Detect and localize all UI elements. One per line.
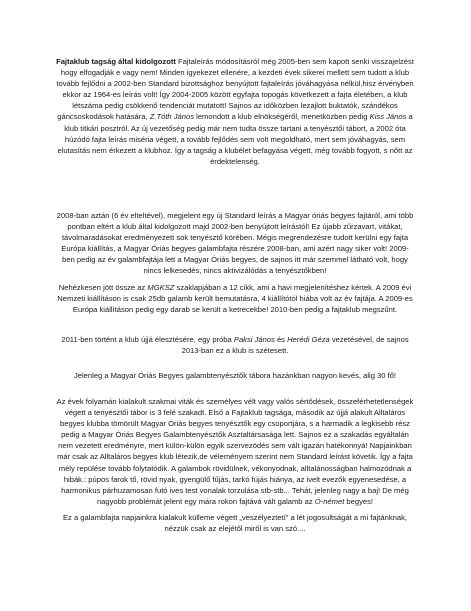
text-run: Kiss János: [369, 112, 407, 122]
text-run: vezetésével, de sajnos 2013-ban ez a klub is szétesett.: [181, 335, 409, 356]
text-run: Nehézkesen jött össze az: [58, 283, 148, 292]
paragraph-conclusion: [56, 512, 414, 534]
text-run: 2008-ban aztán (6 év elteltével), megjelent egy új Standard leírás a Magyar óriás begyes fajtáról, ami több pontban eltért a klub által kidolgozott majd 2002-ben benyújtott leírástól! Ez újabb zűrzavart, vitákat, távolmaradásokat eredményezett sok tenyésztő körében. Mégis megrendezésre tudott kerülni egy fajta Európa kiállítás, a Magyar Óriás begyes galambfajta részére 2008-ban, ami azért nagy siker volt! 2009-ben pedig az év galambfajtája lett a Magyar Óriás begyes, de sajnos itt már szemmel látható volt, hogy nincs lelkesedés, nincs aktivizálódás a tenyésztőkben!: [56, 211, 414, 276]
text-run: szaklapjában a 12 cikk, ami a havi megjelenítéshez kértek. A 2009 évi Nemzeti kiállításon is csak 25db galamb került bemutatásra, 4 kiállítótól hiába volt az év fajtája. A 2009-es Európa kiállításon pedig egy darab se került a ketrecekbe! 2010-ben pedig a fajtaklub megszűnt.: [57, 283, 413, 315]
text-run: Fajtaleírás módosításról még 2005-ben sem kapott senki visszajelzést hogy elfogadják e vagy nem! Minden igyekezet ellenére, a kezdeti évek sikerei mellett sem tudott a klub tovább fejlődni a 2002-ben Standard bizottsághoz benyújtott fajtaleírás jóváhagyása nélkül,hisz érvényben ekkor az 1964-es leírás volt! Így 2004-2005 között egyfajta topogás következett a fajta életében, a klub létszáma pedig csökkenő tendenciát mutatott! Sajnos az időközben lezajlott buktatók, szándékos gáncsoskodások hatására,: [56, 57, 414, 122]
text-run: Ó-német: [314, 496, 345, 506]
text-run: Z.Tóth János: [149, 112, 195, 122]
text-run: Fajtaklub tagság által kidolgozott: [56, 57, 176, 66]
paragraph-breeder-split: [56, 396, 414, 507]
text-run: és: [274, 335, 288, 344]
paragraph-club-history: [56, 56, 414, 167]
paragraph-breeder-count: [56, 370, 414, 381]
text-run: MGKSZ: [147, 283, 175, 292]
text-run: Az évek folyamán kialakult szakmai viták és személyes vélt vagy valós sértődések, összeférhetetlenségek végett a tenyésztői tábor is 3 felé szakadt. Első a Fajtaklub tagsága, második az újjá alakult Alltaláros begyes klubba tömörült Magyar Óriás begyes tenyésztők egy csoportjára, s a harmadik a legkisebb rész pedig a Magyar Óriás Begyes Galambtenyésztők Asztaltársasága lett. Sajnos ez a szakadás egyáltalán nem vezetett eredményre, mert külön-külön egyik szervezödés sem vált igazán hatékonnyá! Napjainkban már csak az Alltaláros begyes klub létezik,de véleményem szerint nem Standard leírást követik. Így a fajta mély repülése tovább folytatódik. A galambok rövidülnek, vékonyodnak, alltalánosságban halmozódnak a hibák.: púpos farok tő, rövid nyak, gyengülő fűjás, tarkó fújás hiánya, az ivelt evezők egyenesedése, a harmonikus párhuzamosan futó ives test vonalak torzulása stb-stb... Tehát, jelenleg nagy a baj! De még nagyobb problémát jelent egy mára rokon fajtává vált galamb az: [56, 397, 414, 506]
text-run: Herédi Géza: [287, 335, 330, 344]
text-run: 2011-ben történt a klub újjá élesztésére, egy próba: [61, 335, 234, 344]
text-run: Jelenleg a Magyar Óriás Begyes galambtenyésztők tábora hazánkban nagyon kevés, alig 30 fő!: [73, 371, 397, 380]
text-run: Ez a galambfajta napjainkra kialakult külleme végett „veszélyeztetí” a lét jogosultságát a mi fajtánknak, nézzük csak az elejétől miről is van szó....: [62, 513, 407, 534]
text-run: begyes!: [344, 496, 374, 506]
paragraph-2008-standard: [56, 210, 414, 277]
text-run: Paksi János: [233, 335, 275, 344]
text-run: a klub titkári posztról. Az új vezetőség pedig már nem tudta össze tartani a tenyésztői tábort, a 2002 óta húzódó fajta leírás miséria végett, a tovább fejlődés sem volt megoldható, mert sem jóváhagyás, sem elutasítás nem érkezett a klubhoz. Így a tagság a klubélet befagyása végett, még tovább fogyott, s nőtt az érdektelenség.: [57, 112, 413, 166]
paragraph-mgksz-articles: [56, 282, 414, 315]
text-run: lemondott a klub elnökségéről, menetközben pedig: [194, 112, 370, 122]
paragraph-2011-revival: [56, 334, 414, 356]
